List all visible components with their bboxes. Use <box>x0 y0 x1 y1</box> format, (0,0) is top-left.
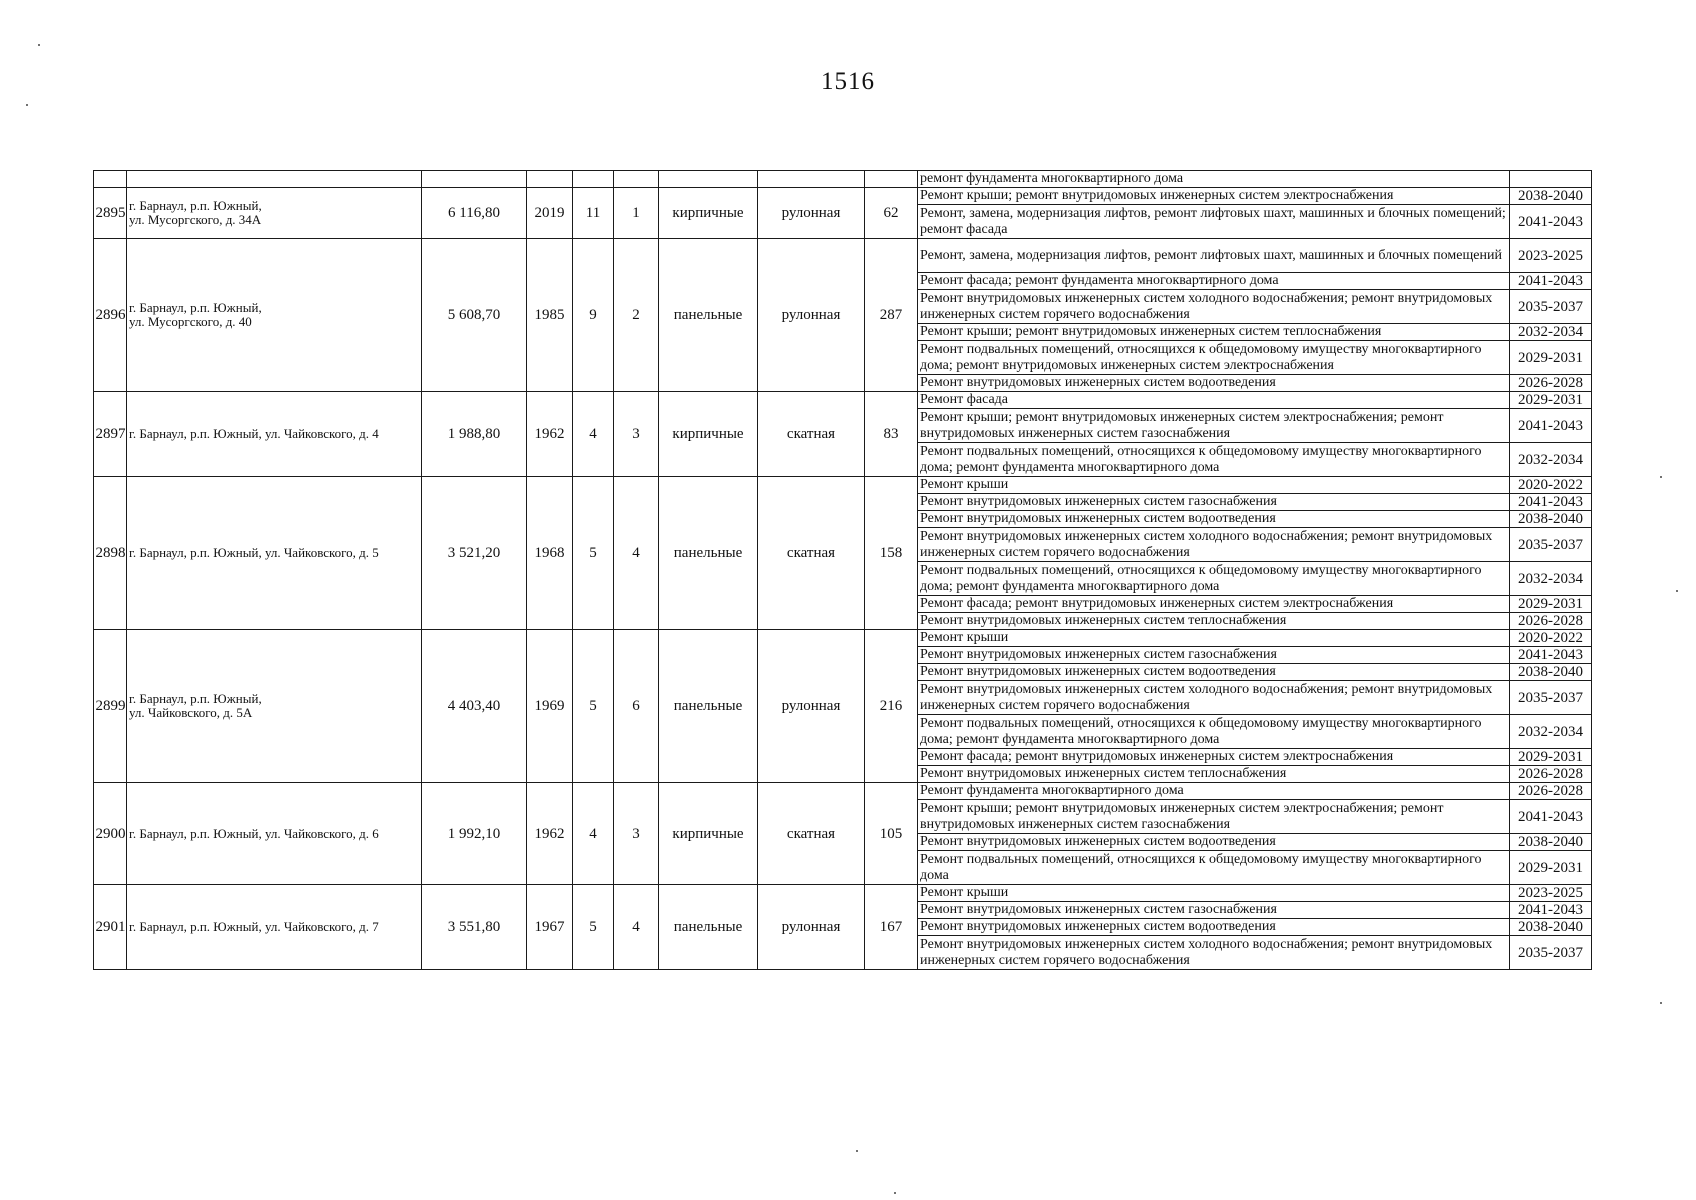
repair-period: 2041-2043 <box>1510 273 1592 290</box>
table-row <box>94 477 1592 494</box>
scan-speck <box>1660 1002 1662 1004</box>
wall-material: панельные <box>659 630 758 783</box>
repair-period: 2041-2043 <box>1510 647 1592 664</box>
repair-period: 2041-2043 <box>1510 205 1592 239</box>
building-number: 2901 <box>94 885 127 970</box>
work-description: Ремонт крыши; ремонт внутридомовых инженерных систем электроснабжения; ремонт внутридомовых инженерных систем газоснабжения <box>918 800 1510 834</box>
scan-speck <box>38 44 40 46</box>
work-description: Ремонт внутридомовых инженерных систем газоснабжения <box>918 494 1510 511</box>
repair-period: 2041-2043 <box>1510 800 1592 834</box>
floor-count: 4 <box>573 392 614 477</box>
work-description: Ремонт фасада; ремонт фундамента многоквартирного дома <box>918 273 1510 290</box>
building-address <box>127 239 422 392</box>
building-address <box>127 885 422 970</box>
table-row <box>94 239 1592 273</box>
apartment-count: 62 <box>865 188 918 239</box>
work-description: Ремонт внутридомовых инженерных систем холодного водоснабжения; ремонт внутридомовых инженерных систем горячего водоснабжения <box>918 936 1510 970</box>
entrance-count: 2 <box>614 239 659 392</box>
total-area: 5 608,70 <box>422 239 527 392</box>
entrance-count: 4 <box>614 477 659 630</box>
empty-cell <box>865 171 918 188</box>
building-address <box>127 630 422 783</box>
address-line: ул. Чайковского, д. 5А <box>129 705 253 720</box>
work-description: Ремонт внутридомовых инженерных систем теплоснабжения <box>918 613 1510 630</box>
roof-type: рулонная <box>758 239 865 392</box>
building-number: 2900 <box>94 783 127 885</box>
wall-material: кирпичные <box>659 783 758 885</box>
repair-period: 2035-2037 <box>1510 290 1592 324</box>
repair-period: 2023-2025 <box>1510 885 1592 902</box>
empty-cell <box>422 171 527 188</box>
empty-cell <box>527 171 573 188</box>
repair-period: 2026-2028 <box>1510 613 1592 630</box>
table-row <box>94 171 1592 188</box>
building-number: 2895 <box>94 188 127 239</box>
table-row <box>94 188 1592 205</box>
building-number: 2896 <box>94 239 127 392</box>
repair-period: 2035-2037 <box>1510 528 1592 562</box>
scan-speck <box>1676 590 1678 592</box>
work-description: Ремонт подвальных помещений, относящихся к общедомовому имуществу многоквартирного дома; ремонт внутридомовых инженерных систем электроснабжения <box>918 341 1510 375</box>
address-line: г. Барнаул, р.п. Южный, <box>129 198 262 213</box>
work-description: Ремонт подвальных помещений, относящихся к общедомовому имуществу многоквартирного дома; ремонт фундамента многоквартирного дома <box>918 562 1510 596</box>
entrance-count: 3 <box>614 392 659 477</box>
work-description: Ремонт крыши; ремонт внутридомовых инженерных систем теплоснабжения <box>918 324 1510 341</box>
entrance-count: 6 <box>614 630 659 783</box>
building-address <box>127 188 422 239</box>
scan-speck <box>1660 476 1662 478</box>
repair-period: 2038-2040 <box>1510 511 1592 528</box>
repair-period: 2035-2037 <box>1510 681 1592 715</box>
total-area: 4 403,40 <box>422 630 527 783</box>
work-description: Ремонт внутридомовых инженерных систем водоотведения <box>918 919 1510 936</box>
building-number: 2897 <box>94 392 127 477</box>
repair-period: 2029-2031 <box>1510 596 1592 613</box>
roof-type: рулонная <box>758 188 865 239</box>
address-line: ул. Мусоргского, д. 40 <box>129 314 252 329</box>
work-description: ремонт фундамента многоквартирного дома <box>918 171 1510 188</box>
repair-period: 2029-2031 <box>1510 851 1592 885</box>
repair-period: 2032-2034 <box>1510 443 1592 477</box>
building-number: 2898 <box>94 477 127 630</box>
page-number: 1516 <box>821 68 875 95</box>
total-area: 3 521,20 <box>422 477 527 630</box>
floor-count: 5 <box>573 477 614 630</box>
floor-count: 11 <box>573 188 614 239</box>
wall-material: панельные <box>659 885 758 970</box>
table-body <box>94 171 1592 970</box>
build-year: 1968 <box>527 477 573 630</box>
wall-material: кирпичные <box>659 188 758 239</box>
repair-period: 2041-2043 <box>1510 409 1592 443</box>
work-description: Ремонт внутридомовых инженерных систем газоснабжения <box>918 647 1510 664</box>
repair-period: 2038-2040 <box>1510 834 1592 851</box>
scan-speck <box>856 1150 858 1152</box>
address-line: г. Барнаул, р.п. Южный, <box>129 691 262 706</box>
repair-period: 2023-2025 <box>1510 239 1592 273</box>
total-area: 1 988,80 <box>422 392 527 477</box>
apartment-count: 83 <box>865 392 918 477</box>
work-description: Ремонт фундамента многоквартирного дома <box>918 783 1510 800</box>
repair-period: 2032-2034 <box>1510 715 1592 749</box>
entrance-count: 4 <box>614 885 659 970</box>
work-description: Ремонт внутридомовых инженерных систем теплоснабжения <box>918 766 1510 783</box>
total-area: 1 992,10 <box>422 783 527 885</box>
repair-period: 2038-2040 <box>1510 919 1592 936</box>
repair-period: 2020-2022 <box>1510 477 1592 494</box>
empty-cell <box>573 171 614 188</box>
capital-repair-table <box>93 170 1592 970</box>
repair-period: 2032-2034 <box>1510 562 1592 596</box>
build-year: 1962 <box>527 392 573 477</box>
roof-type: рулонная <box>758 885 865 970</box>
repair-period: 2026-2028 <box>1510 783 1592 800</box>
work-description: Ремонт крыши <box>918 477 1510 494</box>
address-line: г. Барнаул, р.п. Южный, ул. Чайковского, д. 5 <box>129 545 379 560</box>
empty-cell <box>614 171 659 188</box>
wall-material: кирпичные <box>659 392 758 477</box>
apartment-count: 105 <box>865 783 918 885</box>
build-year: 1962 <box>527 783 573 885</box>
work-description: Ремонт внутридомовых инженерных систем водоотведения <box>918 511 1510 528</box>
address-line: г. Барнаул, р.п. Южный, ул. Чайковского, д. 4 <box>129 426 379 441</box>
scan-speck <box>26 104 28 106</box>
floor-count: 5 <box>573 630 614 783</box>
repair-period: 2029-2031 <box>1510 341 1592 375</box>
wall-material: панельные <box>659 477 758 630</box>
work-description: Ремонт внутридомовых инженерных систем холодного водоснабжения; ремонт внутридомовых инженерных систем горячего водоснабжения <box>918 290 1510 324</box>
work-description: Ремонт фасада; ремонт внутридомовых инженерных систем электроснабжения <box>918 596 1510 613</box>
apartment-count: 287 <box>865 239 918 392</box>
work-description: Ремонт внутридомовых инженерных систем газоснабжения <box>918 902 1510 919</box>
total-area: 3 551,80 <box>422 885 527 970</box>
repair-period: 2041-2043 <box>1510 902 1592 919</box>
work-description: Ремонт фасада <box>918 392 1510 409</box>
work-description: Ремонт крыши; ремонт внутридомовых инженерных систем электроснабжения; ремонт внутридомовых инженерных систем газоснабжения <box>918 409 1510 443</box>
repair-period: 2032-2034 <box>1510 324 1592 341</box>
build-year: 1985 <box>527 239 573 392</box>
address-line: г. Барнаул, р.п. Южный, ул. Чайковского, д. 7 <box>129 919 379 934</box>
work-description: Ремонт крыши <box>918 885 1510 902</box>
roof-type: скатная <box>758 392 865 477</box>
building-address <box>127 783 422 885</box>
build-year: 1967 <box>527 885 573 970</box>
repair-period: 2029-2031 <box>1510 392 1592 409</box>
wall-material: панельные <box>659 239 758 392</box>
work-description: Ремонт крыши; ремонт внутридомовых инженерных систем электроснабжения <box>918 188 1510 205</box>
work-description: Ремонт внутридомовых инженерных систем холодного водоснабжения; ремонт внутридомовых инженерных систем горячего водоснабжения <box>918 681 1510 715</box>
total-area: 6 116,80 <box>422 188 527 239</box>
work-description: Ремонт внутридомовых инженерных систем холодного водоснабжения; ремонт внутридомовых инженерных систем горячего водоснабжения <box>918 528 1510 562</box>
floor-count: 4 <box>573 783 614 885</box>
work-description: Ремонт внутридомовых инженерных систем водоотведения <box>918 834 1510 851</box>
build-year: 1969 <box>527 630 573 783</box>
floor-count: 5 <box>573 885 614 970</box>
repair-period: 2020-2022 <box>1510 630 1592 647</box>
address-line: г. Барнаул, р.п. Южный, ул. Чайковского, д. 6 <box>129 825 379 841</box>
repair-period: 2026-2028 <box>1510 375 1592 392</box>
repair-period: 2029-2031 <box>1510 749 1592 766</box>
table-row <box>94 783 1592 800</box>
apartment-count: 158 <box>865 477 918 630</box>
roof-type: рулонная <box>758 630 865 783</box>
work-description: Ремонт, замена, модернизация лифтов, ремонт лифтовых шахт, машинных и блочных помещений; ремонт фасада <box>918 205 1510 239</box>
table-row <box>94 392 1592 409</box>
building-number: 2899 <box>94 630 127 783</box>
empty-cell <box>758 171 865 188</box>
floor-count: 9 <box>573 239 614 392</box>
work-description: Ремонт внутридомовых инженерных систем водоотведения <box>918 664 1510 681</box>
building-address <box>127 477 422 630</box>
entrance-count: 1 <box>614 188 659 239</box>
scan-speck <box>894 1192 896 1194</box>
repair-period <box>1510 171 1592 188</box>
repair-period: 2038-2040 <box>1510 664 1592 681</box>
apartment-count: 167 <box>865 885 918 970</box>
entrance-count: 3 <box>614 783 659 885</box>
repair-period: 2038-2040 <box>1510 188 1592 205</box>
empty-cell <box>659 171 758 188</box>
roof-type: скатная <box>758 783 865 885</box>
address-line: г. Барнаул, р.п. Южный, <box>129 300 262 315</box>
work-description: Ремонт крыши <box>918 630 1510 647</box>
work-description: Ремонт подвальных помещений, относящихся к общедомовому имуществу многоквартирного дома; ремонт фундамента многоквартирного дома <box>918 443 1510 477</box>
repair-period: 2026-2028 <box>1510 766 1592 783</box>
roof-type: скатная <box>758 477 865 630</box>
work-description: Ремонт внутридомовых инженерных систем водоотведения <box>918 375 1510 392</box>
apartment-count: 216 <box>865 630 918 783</box>
work-description: Ремонт подвальных помещений, относящихся к общедомовому имуществу многоквартирного дома <box>918 851 1510 885</box>
table-row <box>94 885 1592 902</box>
build-year: 2019 <box>527 188 573 239</box>
address-line: ул. Мусоргского, д. 34А <box>129 212 262 227</box>
empty-cell <box>127 171 422 188</box>
repair-period: 2035-2037 <box>1510 936 1592 970</box>
repair-period: 2041-2043 <box>1510 494 1592 511</box>
table-row <box>94 630 1592 647</box>
building-address <box>127 392 422 477</box>
work-description: Ремонт фасада; ремонт внутридомовых инженерных систем электроснабжения <box>918 749 1510 766</box>
work-description: Ремонт, замена, модернизация лифтов, ремонт лифтовых шахт, машинных и блочных помещений <box>918 239 1510 273</box>
empty-cell <box>94 171 127 188</box>
work-description: Ремонт подвальных помещений, относящихся к общедомовому имуществу многоквартирного дома; ремонт фундамента многоквартирного дома <box>918 715 1510 749</box>
